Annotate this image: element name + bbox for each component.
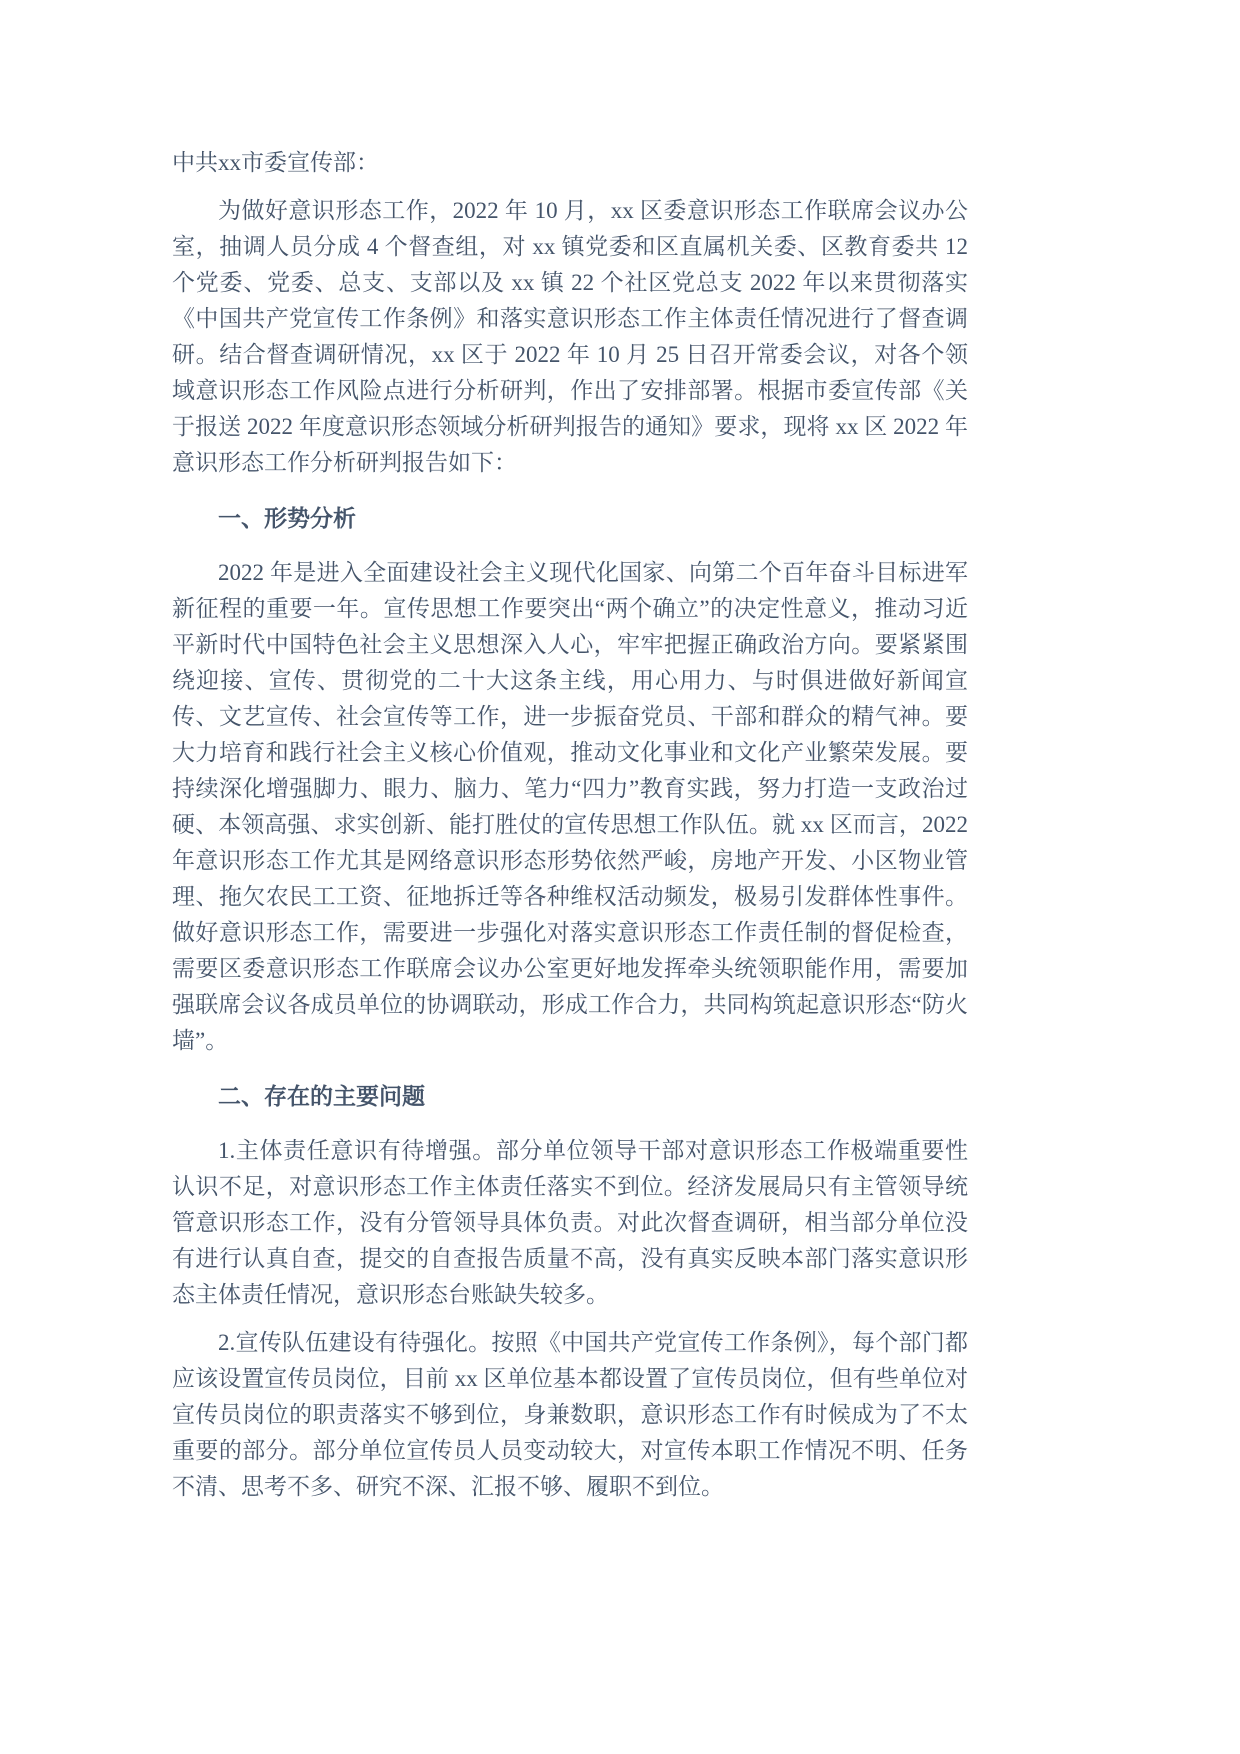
section-heading-1: 一、形势分析 [218, 506, 356, 531]
section-2-paragraph-1: 1.主体责任意识有待增强。部分单位领导干部对意识形态工作极端重要性认识不足，对意识形态工作主体责任落实不到位。经济发展局只有主管领导统管意识形态工作，没有分管领导具体负责。对此次督查调研，相当部分单位没有进行认真自查，提交的自查报告质量不高，没有真实反映本部门落实意识形态主体责任情况，意识形态台账缺失较多。 [172, 1138, 968, 1307]
section-2-paragraph-2: 2.宣传队伍建设有待强化。按照《中国共产党宣传工作条例》，每个部门都应该设置宣传员岗位，目前 xx 区单位基本都设置了宣传员岗位，但有些单位对宣传员岗位的职责落实不够到位，身兼数职，意识形态工作有时候成为了不太重要的部分。部分单位宣传员人员变动较大，对宣传本职工作情况不明、任务不清、思考不多、研究不深、汇报不够、履职不到位。 [172, 1330, 968, 1499]
intro-paragraph: 为做好意识形态工作，2022 年 10 月，xx 区委意识形态工作联席会议办公室，抽调人员分成 4 个督查组，对 xx 镇党委和区直属机关委、区教育委共 12 个党委、党委、总支、支部以及 xx 镇 22 个社区党总支 2022 年以来贯彻落实《中国共产党宣传工作条例》和落实意识形态工作主体责任情况进行了督查调研。结合督查调研情况，xx 区于 2022 年 10 月 25 日召开常委会议，对各个领域意识形态工作风险点进行分析研判，作出了安排部署。根据市委宣传部《关于报送 2022 年度意识形态领域分析研判报告的通知》要求，现将 xx 区 2022 年意识形态工作分析研判报告如下： [172, 198, 968, 475]
section-1-paragraph: 2022 年是进入全面建设社会主义现代化国家、向第二个百年奋斗目标进军新征程的重要一年。宣传思想工作要突出“两个确立”的决定性意义，推动习近平新时代中国特色社会主义思想深入人心，牢牢把握正确政治方向。要紧紧围绕迎接、宣传、贯彻党的二十大这条主线，用心用力、与时俱进做好新闻宣传、文艺宣传、社会宣传等工作，进一步振奋党员、干部和群众的精气神。要大力培育和践行社会主义核心价值观，推动文化事业和文化产业繁荣发展。要持续深化增强脚力、眼力、脑力、笔力“四力”教育实践，努力打造一支政治过硬、本领高强、求实创新、能打胜仗的宣传思想工作队伍。就 xx 区而言，2022 年意识形态工作尤其是网络意识形态形势依然严峻，房地产开发、小区物业管理、拖欠农民工工资、征地拆迁等各种维权活动频发，极易引发群体性事件。做好意识形态工作，需要进一步强化对落实意识形态工作责任制的督促检查，需要区委意识形态工作联席会议办公室更好地发挥牵头统领职能作用，需要加强联席会议各成员单位的协调联动，形成工作合力，共同构筑起意识形态“防火墙”。 [172, 560, 968, 1053]
section-heading-2: 二、存在的主要问题 [218, 1084, 425, 1109]
salutation-line: 中共xx市委宣传部： [172, 150, 379, 175]
